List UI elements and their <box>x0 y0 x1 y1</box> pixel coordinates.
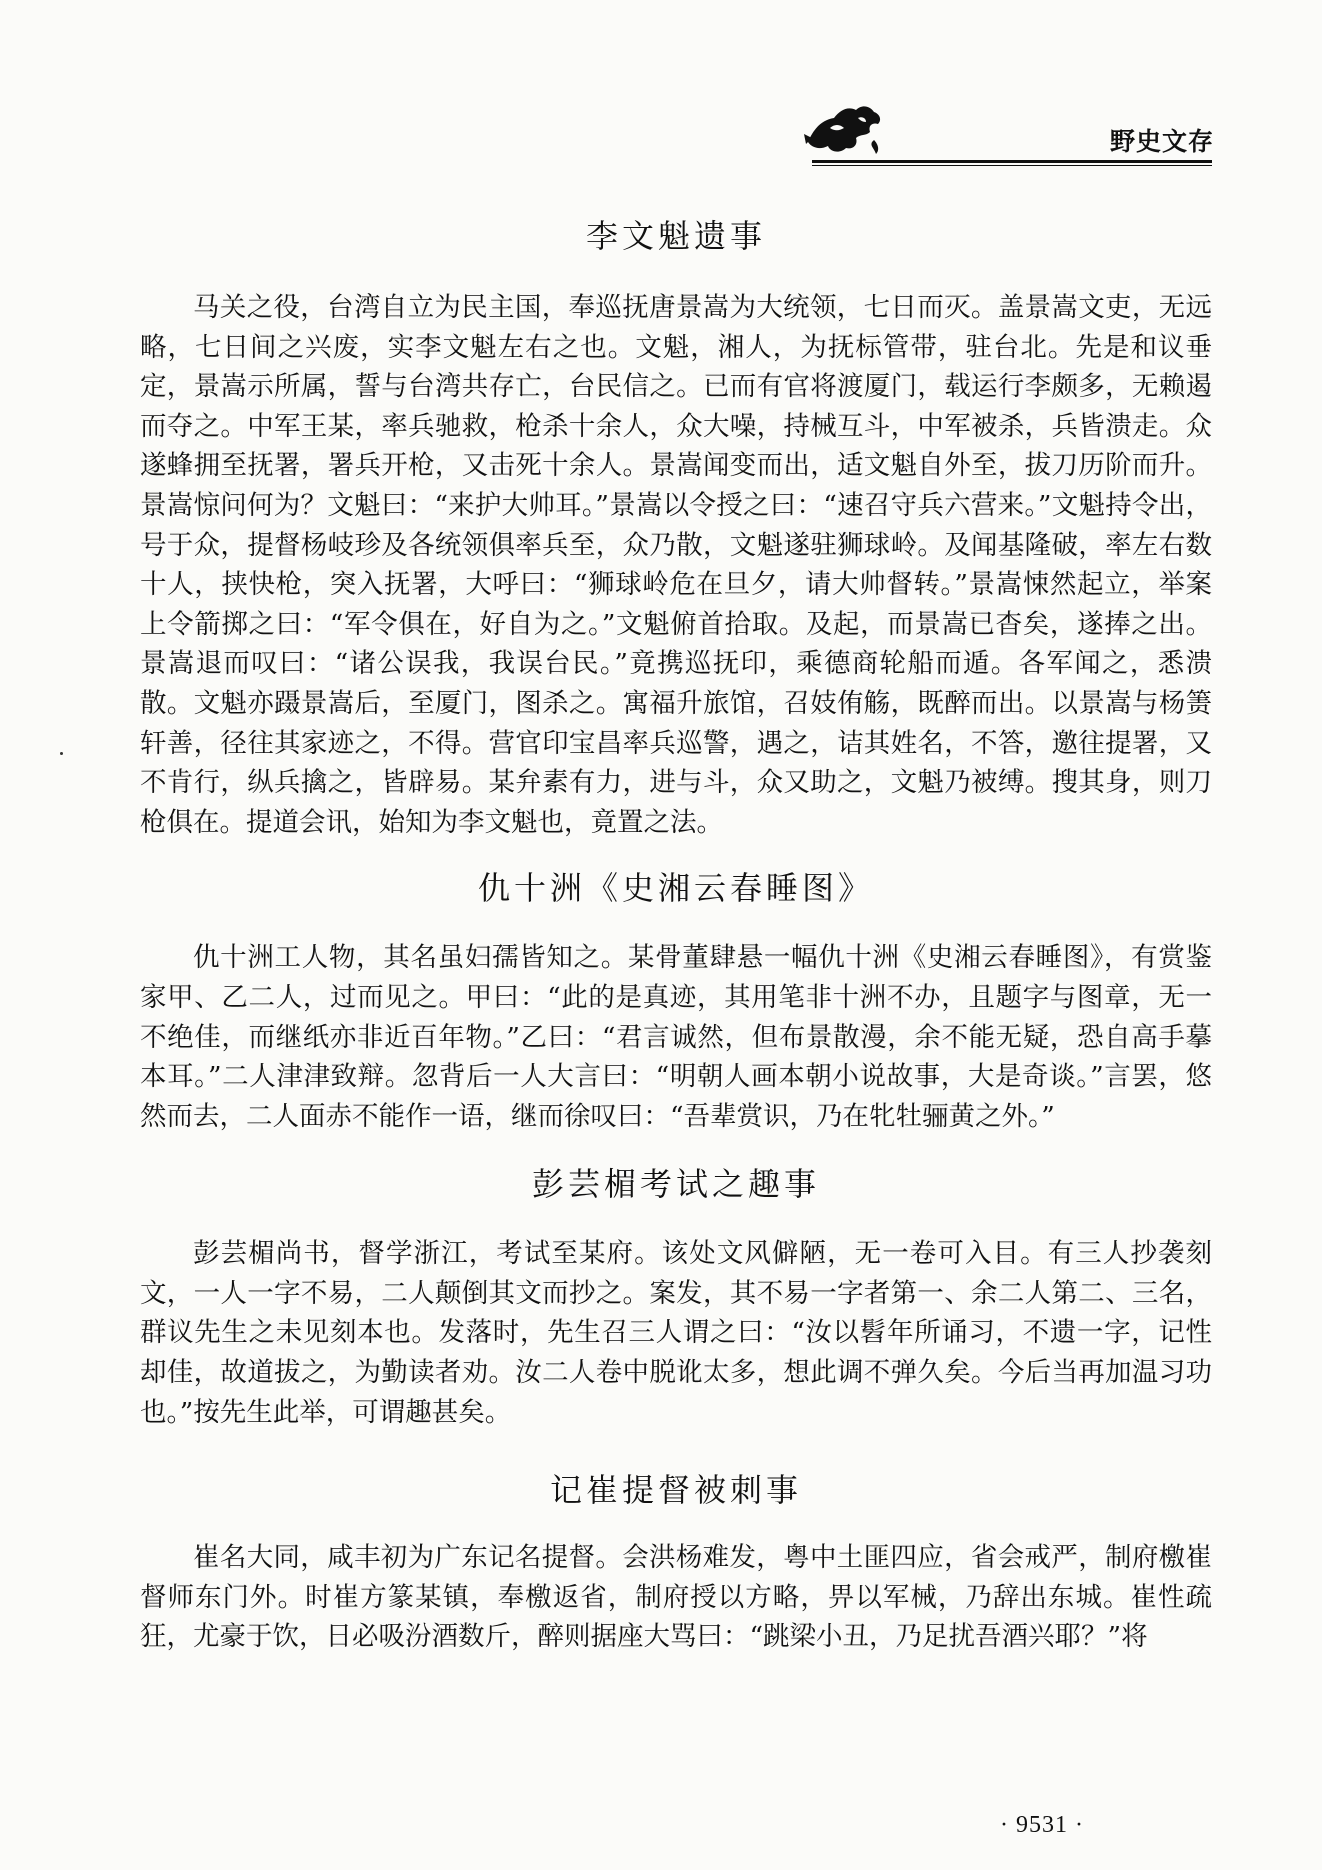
article-title: 记崔提督被刺事 <box>549 1471 802 1510</box>
article-cui-tidu <box>140 1466 1212 1657</box>
page-content <box>140 212 1212 1657</box>
article-peng-yunmei <box>140 1160 1212 1432</box>
article-title: 李文魁遗事 <box>585 217 766 255</box>
article-title: 仇十洲《史湘云春睡图》 <box>477 869 874 908</box>
header-rule <box>812 160 1212 163</box>
article-body: 马关之役，台湾自立为民主国，奉巡抚唐景嵩为大统领，七日而灭。盖景嵩文吏，无远略，七日间之兴废，实李文魁左右之也。文魁，湘人，为抚标管带，驻台北。先是和议垂定，景嵩示所属，誓与台湾共存亡，台民信之。已而有官将渡厦门，载运行李颇多，无赖遏而夺之。中军王某，率兵驰救，枪杀十余人，众大噪，持械互斗，中军被杀，兵皆溃走。众遂蜂拥至抚署，署兵开枪，又击死十余人。景嵩闻变而出，适文魁自外至，拔刀历阶而升。景嵩惊问何为？文魁曰：“来护大帅耳。”景嵩以令授之曰：“速召守兵六营来。”文魁持令出，号于众，提督杨岐珍及各统领俱率兵至，众乃散，文魁遂驻狮球岭。及闻基隆破，率左右数十人，挟快枪，突入抚署，大呼曰：“狮球岭危在旦夕，请大帅督转。”景嵩悚然起立，举案上令箭掷之曰：“军令俱在，好自为之。”文魁俯首拾取。及起，而景嵩已杳矣，遂捧之出。景嵩退而叹曰：“诸公误我，我误台民。”竟携巡抚印，乘德商轮船而遁。各军闻之，悉溃散。文魁亦蹑景嵩后，至厦门，图杀之。寓福升旅馆，召妓侑觞，既醉而出。以景嵩与杨箦轩善，径往其家迹之，不得。营官印宝昌率兵巡警，遇之，诘其姓名，不答，邀往提署，又不肯行，纵兵擒之，皆辟易。某弁素有力，进与斗，众又助之，文魁乃被缚。搜其身，则刀枪俱在。提道会讯，始知为李文魁也，竟置之法。 <box>140 292 1212 838</box>
article-title: 彭芸楣考试之趣事 <box>531 1165 820 1204</box>
article-qiu-shizhou <box>140 864 1212 1136</box>
article-body: 彭芸楣尚书，督学浙江，考试至某府。该处文风僻陋，无一卷可入目。有三人抄袭刻文，一人一字不易，二人颠倒其文而抄之。案发，其不易一字者第一、余二人第二、三名，群议先生之未见刻本也。发落时，先生召三人谓之曰：“汝以髫年所诵习，不遗一字，记性却佳，故道拔之，为勤读者劝。汝二人卷中脱讹太多，想此调不弹久矣。今后当再加温习功也。”按先生此举，可谓趣甚矣。 <box>140 1238 1212 1428</box>
header-rule-thin <box>812 165 1212 166</box>
page-header <box>0 0 1322 180</box>
article-body: 仇十洲工人物，其名虽妇孺皆知之。某骨董肆悬一幅仇十洲《史湘云春睡图》，有赏鉴家甲、乙二人，过而见之。甲曰：“此的是真迹，其用笔非十洲不办，且题字与图章，无一不绝佳，而继纸亦非近百年物。”乙曰：“君言诚然，但布景散漫，余不能无疑，恐自高手摹本耳。”二人津津致辩。忽背后一人大言曰：“明朝人画本朝小说故事，大是奇谈。”言罢，悠然而去，二人面赤不能作一语，继而徐叹曰：“吾辈赏识，乃在牝牡骊黄之外。” <box>140 942 1212 1132</box>
book-title: 野史文存 <box>1110 127 1215 156</box>
page-number: · 9531 · <box>1000 1812 1084 1838</box>
scan-speck <box>60 752 63 755</box>
article-body: 崔名大同，咸丰初为广东记名提督。会洪杨难发，粤中土匪四应，省会戒严，制府檄崔督师东门外。时崔方篆某镇，奉檄返省，制府授以方略，畀以军械，乃辞出东城。崔性疏狂，尤豪于饮，日必吸汾酒数斤，醉则据座大骂曰：“跳梁小丑，乃足扰吾酒兴耶？”将 <box>140 1542 1212 1653</box>
article-li-wenkui <box>140 212 1212 842</box>
dragon-icon <box>800 98 886 158</box>
